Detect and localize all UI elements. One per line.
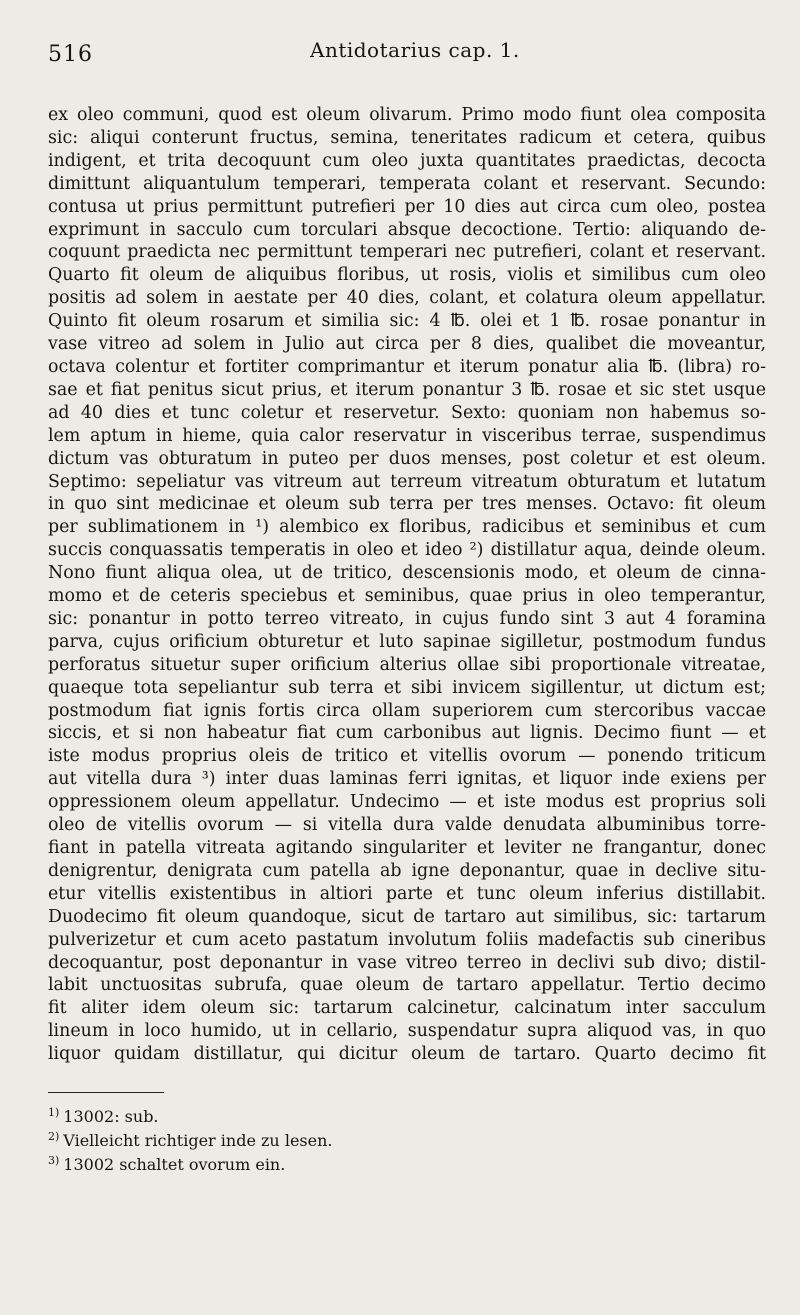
text-line: decoquantur, post deponantur in vase vitreo terreo in declivi sub divo; distil-	[48, 952, 766, 973]
text-line: vase vitreo ad solem in Julio aut circa per 8 dies, qualibet die moveantur,	[48, 334, 766, 355]
footnote-number: 1)	[48, 1106, 60, 1120]
footnote-text: 13002: sub.	[63, 1107, 159, 1127]
text-line: liquor quidam distillatur, qui dicitur oleum de tartaro. Quarto decimo fit	[48, 1044, 766, 1065]
footnote	[48, 1151, 766, 1175]
running-head: Antidotarius cap. 1.	[310, 38, 520, 62]
footnote	[48, 1103, 766, 1127]
text-line: exprimunt in sacculo cum torculari absque decoctione. Tertio: aliquando de-	[48, 219, 766, 240]
text-line: Quarto fit oleum de aliquibus floribus, ut rosis, violis et similibus cum oleo	[48, 265, 766, 286]
text-line: coquunt praedicta nec permittunt temperari nec putrefieri, colant et reservant.	[48, 242, 766, 263]
text-line: iste modus proprius oleis de tritico et vitellis ovorum — ponendo triticum	[48, 746, 766, 767]
text-line: denigrentur, denigrata cum patella ab igne deponantur, quae in declive situ-	[48, 860, 766, 881]
text-line: quaeque tota sepeliantur sub terra et sibi invicem sigillentur, ut dictum est;	[48, 677, 766, 698]
text-line: succis conquassatis temperatis in oleo et ideo ²) distillatur aqua, deinde oleum.	[48, 540, 766, 561]
text-line: lem aptum in hieme, quia calor reservatur in visceribus terrae, suspendimus	[48, 425, 766, 446]
text-line: per sublimationem in ¹) alembico ex floribus, radicibus et seminibus et cum	[48, 517, 766, 538]
text-line: labit unctuositas subrufa, quae oleum de tartaro appellatur. Tertio decimo	[48, 975, 766, 996]
text-line: fiant in patella vitreata agitando singulariter et leviter ne frangantur, donec	[48, 838, 766, 858]
footnotes	[48, 1103, 766, 1175]
text-line: perforatus situetur super orificium alterius ollae sibi proportionale vitreatae,	[48, 654, 766, 675]
text-line: ex oleo communi, quod est oleum olivarum. Primo modo fiunt olea composita	[48, 105, 766, 125]
text-line: oleo de vitellis ovorum — si vitella dura valde denudata albuminibus torre-	[48, 815, 766, 836]
text-line: indigent, et trita decoquunt cum oleo juxta quantitates praedictas, decocta	[48, 150, 766, 171]
text-line: Nono fiunt aliqua olea, ut de tritico, descensionis modo, et oleum de cinna-	[48, 563, 766, 584]
text-line: momo et de ceteris speciebus et seminibus, quae prius in oleo temperantur,	[48, 586, 766, 607]
text-line: Duodecimo fit oleum quandoque, sicut de tartaro aut similibus, sic: tartarum	[48, 906, 766, 927]
footnote-rule	[48, 1092, 164, 1093]
text-line: parva, cujus orificium obturetur et luto sapinae sigilletur, postmodum fundus	[48, 631, 766, 652]
page-number: 516	[48, 42, 93, 67]
text-line: sae et fiat penitus sicut prius, et iterum ponantur 3 ℔. rosae et sic stet usque	[48, 379, 766, 400]
text-line: etur vitellis existentibus in altiori parte et tunc oleum inferius distillabit.	[48, 883, 766, 904]
text-line: lineum in loco humido, ut in cellario, suspendatur supra aliquod vas, in quo	[48, 1021, 766, 1042]
text-line: dictum vas obturatum in puteo per duos menses, post coletur et est oleum.	[48, 448, 766, 469]
text-line: oppressionem oleum appellatur. Undecimo — et iste modus est proprius soli	[48, 792, 766, 813]
footnote-number: 3)	[48, 1154, 60, 1168]
text-line: sic: aliqui conterunt fructus, semina, teneritates radicum et cetera, quibus	[48, 127, 766, 148]
text-line: aut vitella dura ³) inter duas laminas ferri ignitas, et liquor inde exiens per	[48, 769, 766, 790]
text-line: sic: ponantur in potto terreo vitreato, in cujus fundo sint 3 aut 4 foramina	[48, 608, 766, 629]
page-header	[48, 28, 766, 78]
text-line: siccis, et si non habeatur fiat cum carbonibus aut lignis. Decimo fiunt — et	[48, 723, 766, 744]
text-line: dimittunt aliquantulum temperari, temperata colant et reservant. Secundo:	[48, 173, 766, 194]
text-line: ad 40 dies et tunc coletur et reservetur. Sexto: quoniam non habemus so-	[48, 402, 766, 423]
body-text	[48, 104, 766, 1066]
text-line: octava colentur et fortiter comprimantur et iterum ponatur alia ℔. (libra) ro-	[48, 356, 766, 377]
text-line: fit aliter idem oleum sic: tartarum calcinetur, calcinatum inter sacculum	[48, 998, 766, 1019]
footnote-text: 13002 schaltet ovorum ein.	[63, 1155, 286, 1175]
text-line: contusa ut prius permittunt putrefieri per 10 dies aut circa cum oleo, postea	[48, 196, 766, 217]
text-line: in quo sint medicinae et oleum sub terra per tres menses. Octavo: fit oleum	[48, 494, 766, 515]
text-line: pulverizetur et cum aceto pastatum involutum foliis madefactis sub cineribus	[48, 929, 766, 950]
text-line: positis ad solem in aestate per 40 dies, colant, et colatura oleum appellatur.	[48, 288, 766, 309]
footnote-text: Vielleicht richtiger inde zu lesen.	[63, 1131, 333, 1151]
text-line: Septimo: sepeliatur vas vitreum aut terreum vitreatum obturatum et lutatum	[48, 471, 766, 492]
text-line: postmodum fiat ignis fortis circa ollam superiorem cum stercoribus vaccae	[48, 700, 766, 721]
footnote	[48, 1127, 766, 1151]
text-line: Quinto fit oleum rosarum et similia sic: 4 ℔. olei et 1 ℔. rosae ponantur in	[48, 311, 766, 332]
footnote-number: 2)	[48, 1130, 60, 1144]
